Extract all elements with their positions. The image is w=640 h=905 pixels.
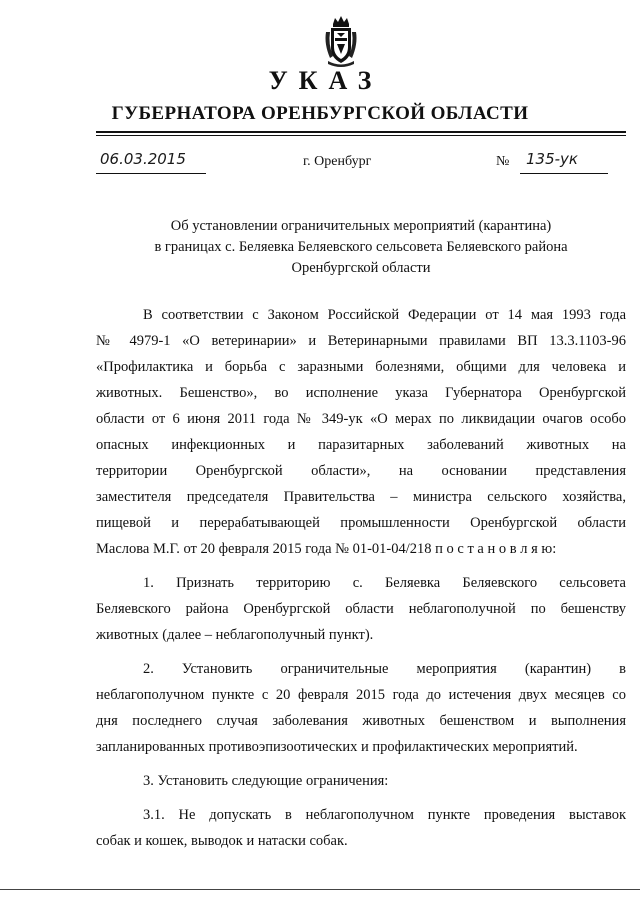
- body-line: опасных инфекционных и паразитарных заболеваний животных на: [96, 437, 626, 453]
- page-bottom-rule: [0, 889, 640, 890]
- document-title: [96, 216, 626, 279]
- body-line: заместителя председателя Правительства – министра сельского хозяйства,: [96, 489, 626, 505]
- item-3-1-line: 3.1. Не допускать в неблагополучном пункте проведения выставок: [143, 807, 626, 823]
- item-1-line: Беляевского района Оренбургской области неблагополучной по бешенству: [96, 601, 626, 617]
- item-3-line: 3. Установить следующие ограничения:: [143, 773, 389, 789]
- city-label: г. Оренбург: [303, 154, 372, 169]
- body-line: Маслова М.Г. от 20 февраля 2015 года № 01-01-04/218 п о с т а н о в л я ю:: [96, 541, 557, 557]
- date-underline: [96, 173, 206, 174]
- body-line: № 4979-1 «О ветеринарии» и Ветеринарными правилами ВП 13.3.1103-96: [96, 333, 626, 349]
- title-line: Оренбургской области: [291, 260, 431, 276]
- issuing-authority: ГУБЕРНАТОРА ОРЕНБУРГСКОЙ ОБЛАСТИ: [111, 103, 529, 124]
- item-2-line: дня последнего случая заболевания животных бешенством и выполнения: [96, 713, 626, 729]
- item-2-line: неблагополучном пункте с 20 февраля 2015 года до истечения двух месяцев со: [96, 687, 626, 703]
- header-rule-thick: [96, 131, 626, 133]
- coat-of-arms-icon: [322, 14, 360, 68]
- title-line: Об установлении ограничительных мероприятий (карантина): [170, 218, 552, 234]
- date-field: [96, 146, 206, 174]
- handwritten-number: 135-ук: [526, 150, 578, 168]
- item-2-line: запланированных противоэпизоотических и профилактических мероприятий.: [96, 739, 578, 755]
- body-line: области от 6 июня 2011 года № 349-ук «О мерах по ликвидации очагов особо: [96, 411, 626, 427]
- number-underline: [520, 173, 608, 174]
- document-body: [96, 302, 626, 854]
- document-type: УКАЗ: [268, 66, 383, 95]
- body-line: «Профилактика и борьба с заразными болезнями, общими для человека и: [96, 359, 626, 375]
- body-line: пищевой и перерабатывающей промышленности Оренбургской области: [96, 515, 626, 531]
- number-field: [496, 146, 616, 174]
- body-line: В соответствии с Законом Российской Федерации от 14 мая 1993 года: [143, 307, 626, 323]
- body-line: животных. Бешенство», во исполнение указа Губернатора Оренбургской: [96, 385, 626, 401]
- item-1-line: 1. Признать территорию с. Беляевка Беляевского сельсовета: [143, 575, 626, 591]
- number-label: №: [496, 154, 510, 169]
- item-2-line: 2. Установить ограничительные мероприятия (карантин) в: [143, 661, 626, 677]
- item-3-1-line: собак и кошек, выводок и натаски собак.: [96, 833, 348, 849]
- item-1-line: животных (далее – неблагополучный пункт).: [96, 627, 374, 643]
- header-rule-thin: [96, 135, 626, 136]
- handwritten-date: 06.03.2015: [100, 150, 186, 168]
- body-line: территории Оренбургской области», на основании представления: [96, 463, 626, 479]
- title-line: в границах с. Беляевка Беляевского сельсовета Беляевского района: [154, 239, 568, 255]
